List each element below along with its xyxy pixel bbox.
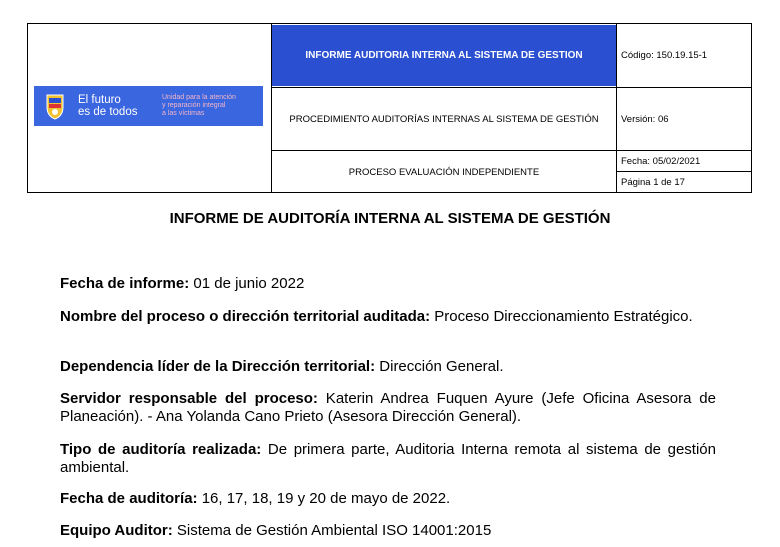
- field-label: Tipo de auditoría realizada:: [60, 441, 262, 458]
- institution-logo: [34, 86, 263, 126]
- field-audit-date: [60, 490, 716, 508]
- logo-agency-line: y reparación integral: [162, 102, 226, 109]
- version-cell: [621, 88, 751, 150]
- logo-slogan: [78, 94, 148, 118]
- document-version: Versión: 06: [621, 113, 669, 125]
- logo-agency-name: [162, 94, 262, 118]
- document-date: Fecha: 05/02/2021: [621, 155, 701, 167]
- field-label: Fecha de auditoría:: [60, 490, 198, 507]
- page-number: Página 1 de 17: [621, 176, 685, 188]
- procedure-cell: [272, 88, 616, 150]
- document-code: Código: 150.19.15-1: [621, 50, 708, 61]
- field-value: Proceso Direccionamiento Estratégico.: [430, 308, 693, 325]
- procedure-name: PROCEDIMIENTO AUDITORÍAS INTERNAS AL SISTEMA DE GESTIÓN: [289, 113, 599, 125]
- logo-agency-line: Unidad para la atención: [162, 94, 236, 101]
- logo-slogan-line: es de todos: [78, 106, 138, 118]
- field-report-date: [60, 275, 716, 293]
- field-value: 16, 17, 18, 19 y 20 de mayo de 2022.: [197, 490, 451, 507]
- field-audit-team: [60, 522, 716, 540]
- field-value: Dirección General.: [375, 358, 504, 375]
- report-title-cell: [272, 25, 616, 86]
- field-responsible-staff: [60, 390, 716, 426]
- field-label: Nombre del proceso o dirección territorial auditada:: [60, 308, 431, 325]
- header-divider: [616, 24, 617, 192]
- document-title: INFORME DE AUDITORÍA INTERNA AL SISTEMA DE GESTIÓN: [169, 210, 611, 227]
- field-audit-type: [60, 441, 716, 477]
- field-value: De primera parte, Auditoria Interna remota al sistema de gestión ambiental.: [60, 441, 716, 476]
- field-label: Equipo Auditor:: [60, 522, 173, 539]
- document-header-table: [27, 23, 752, 193]
- logo-slogan-line: El futuro: [78, 94, 121, 106]
- field-value: Katerin Andrea Fuquen Ayure (Jefe Oficina Asesora de Planeación). - Ana Yolanda Cano Prieto (Asesora Dirección General).: [60, 390, 716, 425]
- field-audited-process: [60, 308, 716, 326]
- field-label: Dependencia líder de la Dirección territorial:: [60, 358, 376, 375]
- report-title: INFORME AUDITORIA INTERNA AL SISTEMA DE GESTION: [305, 50, 583, 61]
- field-label: Servidor responsable del proceso:: [60, 390, 318, 407]
- field-value: 01 de junio 2022: [189, 275, 305, 292]
- process-cell: [272, 151, 616, 193]
- logo-agency-line: a las víctimas: [162, 110, 205, 117]
- field-value: Sistema de Gestión Ambiental ISO 14001:2015: [172, 522, 492, 539]
- process-name: PROCESO EVALUACIÓN INDEPENDIENTE: [348, 166, 540, 178]
- coat-of-arms-icon: [42, 91, 68, 121]
- field-lead-department: [60, 358, 716, 376]
- field-label: Fecha de informe:: [60, 275, 190, 292]
- page-cell: [621, 172, 751, 192]
- date-cell: [621, 151, 751, 171]
- code-cell: [621, 24, 751, 87]
